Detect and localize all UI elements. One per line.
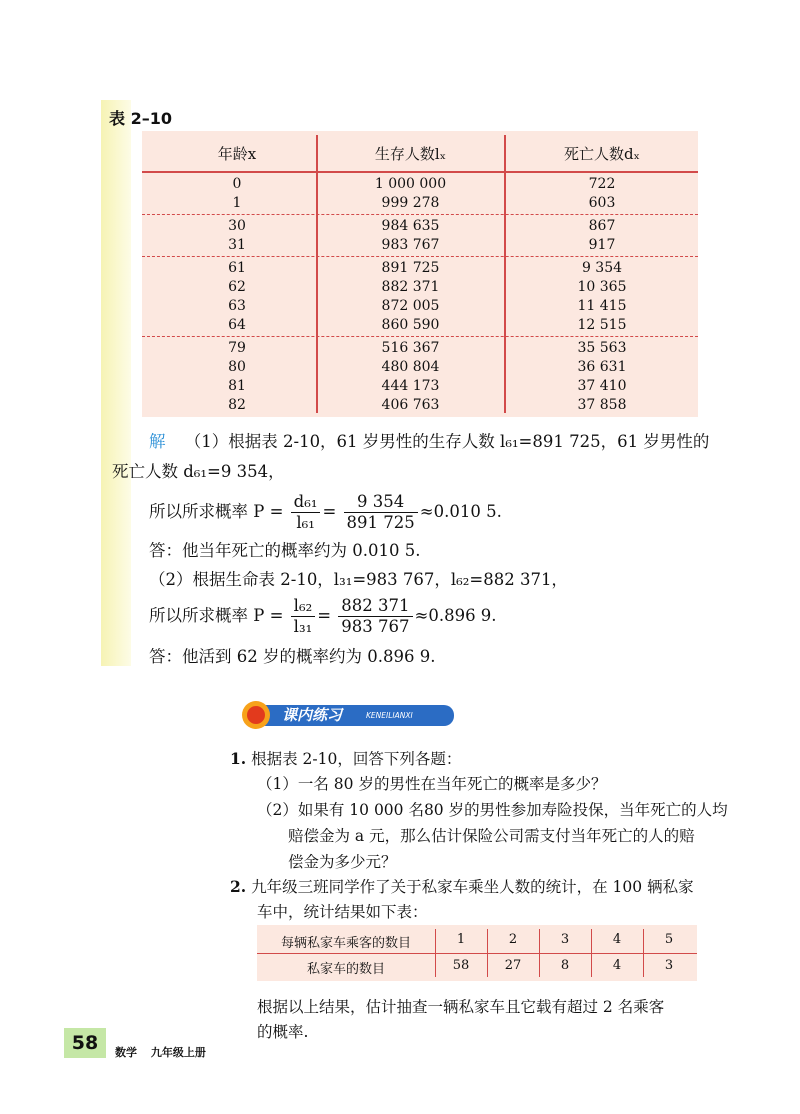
table-cell-age: 81: [228, 378, 246, 394]
solution-text-1: （1）根据表 2-10，61 岁男性的生存人数 l₆₁=891 725，61 岁男性的: [184, 432, 710, 451]
sun-icon: [242, 701, 270, 729]
formula-result: ≈0.896 9.: [414, 606, 497, 625]
banner-graphic: [238, 698, 456, 732]
exercise-text: 九年级三班同学作了关于私家车乘坐人数的统计，在 100 辆私家: [251, 878, 694, 896]
table-cell-deaths: 11 415: [577, 298, 627, 314]
solution-line-3: （2）根据生命表 2-10，l₃₁=983 767，l₆₂=882 371，: [149, 570, 568, 589]
table-cell-survivors: 882 371: [381, 279, 440, 295]
probability-formula-2: 所以所求概率 P = $\frac{\text{l₆₂}}{\text{l₃₁}}$ = $\frac{882 371}{983 767}$ ≈0.896 9.: [149, 596, 497, 636]
exercise-2: [230, 873, 694, 901]
fraction-numerator: 9 354: [344, 492, 418, 513]
table-cell-survivors: 999 278: [381, 195, 440, 211]
table-cell-deaths: 9 354: [581, 260, 623, 276]
exercise-1-sub-2-cont: 偿金为多少元？: [288, 853, 397, 871]
exercise-banner: [238, 698, 456, 732]
fraction-numerator: 882 371: [338, 596, 412, 617]
table-cell-age: 80: [228, 359, 246, 375]
table-label: 表 2–10: [109, 109, 172, 128]
fraction: [291, 596, 316, 637]
header-age: 年龄x: [217, 145, 257, 163]
table-cell-survivors: 1 000 000: [374, 176, 447, 192]
table-cell-age: 31: [228, 237, 246, 253]
answer-2: 答：他活到 62 岁的概率约为 0.896 9.: [149, 647, 436, 666]
table-cell-age: 61: [228, 260, 246, 276]
formula-prefix: 所以所求概率 P =: [149, 606, 284, 625]
footer-subject-name: 数学: [115, 1046, 137, 1059]
table-cell-deaths: 867: [588, 218, 616, 234]
table-cell-survivors: 444 173: [381, 378, 440, 394]
banner-title: 课内练习: [282, 706, 343, 724]
table-cell-survivors: 516 367: [381, 340, 440, 356]
table-cell-deaths: 35 563: [577, 340, 627, 356]
table-cell-age: 64: [228, 317, 246, 333]
exercise-2-question-cont: 的概率.: [257, 1023, 309, 1041]
car-count-cell: 8: [560, 958, 570, 973]
fraction-denominator: 891 725: [346, 513, 415, 532]
exercise-1-sub-2: （2）如果有 10 000 名80 岁的男性参加寿险投保，当年死亡的人均: [257, 801, 728, 819]
table-cell-age: 63: [228, 298, 246, 314]
exercise-number: 1.: [230, 749, 247, 768]
fraction-denominator: 983 767: [341, 617, 410, 636]
group-divider: [142, 214, 698, 215]
group-divider: [142, 336, 698, 337]
table-cell-survivors: 406 763: [381, 397, 440, 413]
passenger-count-cell: 2: [508, 932, 518, 947]
passenger-count-cell: 1: [456, 932, 466, 947]
table-cell-survivors: 872 005: [381, 298, 440, 314]
car-passenger-table: [257, 925, 697, 981]
table-cell-deaths: 37 858: [577, 397, 627, 413]
exercise-2-question: 根据以上结果，估计抽查一辆私家车且它载有超过 2 名乘客: [257, 998, 665, 1016]
table-cell-age: 82: [228, 397, 246, 413]
fraction: [344, 492, 418, 533]
fraction-denominator: l₃₁: [293, 617, 313, 636]
footer-grade: 九年级上册: [150, 1046, 206, 1059]
life-table-header: [142, 131, 698, 173]
passenger-count-cell: 4: [612, 932, 622, 947]
car-count-cell: 27: [504, 958, 522, 973]
solution-line-1: [149, 428, 709, 456]
row-divider: [257, 953, 697, 954]
exercise-2-cont: 车中，统计结果如下表：: [257, 903, 428, 921]
table-cell-survivors: 480 804: [381, 359, 440, 375]
exercise-1-sub-2-cont: 赔偿金为 a 元，那么估计保险公司需支付当年死亡的人的赔: [288, 827, 695, 845]
table-cell-survivors: 891 725: [381, 260, 440, 276]
table-cell-age: 1: [232, 195, 242, 211]
car-count-cell: 3: [664, 958, 674, 973]
table-cell-age: 62: [228, 279, 246, 295]
header-deaths: 死亡人数dₓ: [564, 145, 640, 163]
table-cell-deaths: 36 631: [577, 359, 627, 375]
margin-highlight-bar: [101, 100, 131, 666]
header-survivors: 生存人数lₓ: [374, 145, 447, 163]
row-label-passengers: 每辆私家车乘客的数目: [280, 936, 411, 951]
exercise-text: 根据表 2-10，回答下列各题：: [251, 750, 462, 768]
solution-marker: 解: [149, 432, 166, 451]
passenger-count-cell: 3: [560, 932, 570, 947]
table-cell-deaths: 722: [588, 176, 616, 192]
page-number: 58: [64, 1028, 106, 1058]
table-cell-deaths: 603: [588, 195, 616, 211]
car-count-cell: 58: [452, 958, 470, 973]
exercise-1-sub-1: （1）一名 80 岁的男性在当年死亡的概率是多少？: [257, 775, 607, 793]
group-divider: [142, 256, 698, 257]
car-count-cell: 4: [612, 958, 622, 973]
table-cell-survivors: 983 767: [381, 237, 440, 253]
table-cell-deaths: 917: [588, 237, 616, 253]
formula-prefix: 所以所求概率 P =: [149, 502, 284, 521]
table-cell-survivors: 860 590: [381, 317, 440, 333]
fraction: [291, 492, 321, 533]
table-cell-age: 30: [228, 218, 246, 234]
exercise-1: [230, 745, 461, 773]
fraction: [338, 596, 412, 637]
table-cell-deaths: 37 410: [577, 378, 627, 394]
fraction-numerator: l₆₂: [291, 596, 316, 617]
life-table: [142, 131, 698, 417]
table-cell-age: 0: [232, 176, 242, 192]
fraction-denominator: l₆₁: [296, 513, 315, 532]
footer-subject: [115, 1044, 206, 1060]
formula-result: ≈0.010 5.: [419, 502, 502, 521]
passenger-count-cell: 5: [664, 932, 674, 947]
table-cell-deaths: 12 515: [577, 317, 627, 333]
table-cell-deaths: 10 365: [577, 279, 627, 295]
solution-line-2: 死亡人数 d₆₁=9 354，: [112, 462, 285, 481]
fraction-numerator: d₆₁: [291, 492, 321, 513]
table-cell-age: 79: [228, 340, 246, 356]
probability-formula-1: 所以所求概率 P = $\frac{\text{d₆₁}}{\text{l₆₁}}$ = $\frac{9 354}{891 725}$ ≈0.010 5.: [149, 492, 502, 532]
exercise-number: 2.: [230, 877, 247, 896]
table-cell-survivors: 984 635: [381, 218, 440, 234]
banner-subtitle: KENEILIANXI: [366, 711, 413, 720]
answer-1: 答：他当年死亡的概率约为 0.010 5.: [149, 541, 421, 560]
row-label-cars: 私家车的数目: [306, 962, 385, 977]
